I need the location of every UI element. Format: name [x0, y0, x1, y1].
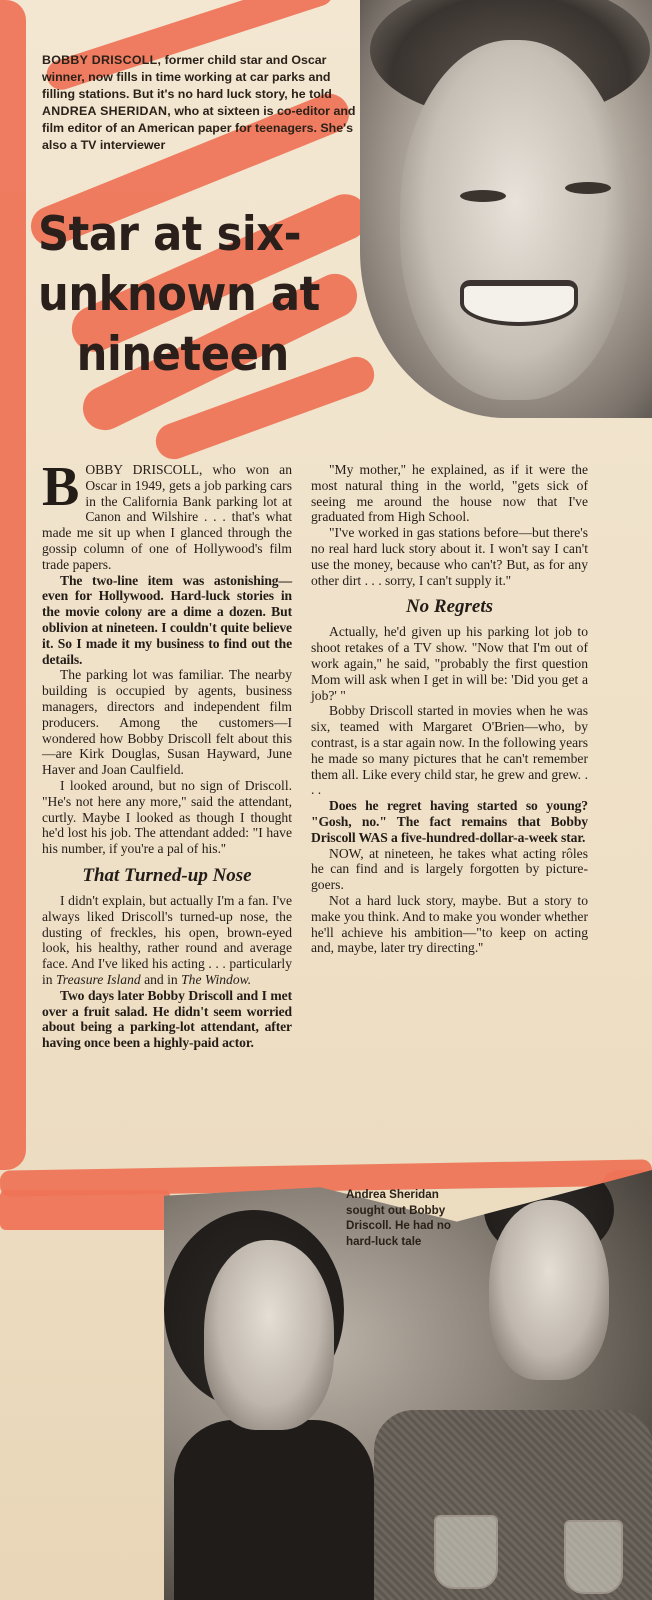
article-paragraph: Two days later Bobby Driscoll and I met over a fruit salad. He didn't seem worried about being a parking-lot attendant, after having once been a highly-paid actor.: [42, 987, 292, 1051]
article-paragraph: "I've worked in gas stations before—but there's no real hard luck story about it. I won't say I can't use the money, because who can't? But, as for any other dirt . . . sorry, I can't supply it.'': [311, 525, 588, 588]
film-title: The Window.: [181, 971, 252, 987]
photo-man-face: [489, 1200, 609, 1380]
decorative-stroke: [0, 0, 26, 1170]
intro-name-1: BOBBY DRISCOLL,: [42, 53, 162, 67]
intro-blurb: [42, 52, 362, 154]
article-paragraph: The two-line item was astonishing—even for Hollywood. Hard-luck stories in the movie colony are a dime a dozen. But oblivion at nineteen. I couldn't quite believe it. So I made it my business to find out the details.: [42, 572, 292, 667]
article-column-2: [311, 462, 588, 956]
photo-woman-face: [204, 1240, 334, 1430]
paragraph-text: OBBY DRISCOLL, who won an Oscar in 1949, gets a job parking cars in the California Bank parking lot at Canon and Wilshire . . . that's what made me sit up when I glanced through the gossip column of one of Hollywood's film trade papers.: [42, 462, 292, 572]
photo-eye: [565, 182, 611, 194]
photo-eye: [460, 190, 506, 202]
headline: [38, 205, 332, 385]
decorative-stroke: [0, 1190, 170, 1230]
paragraph-text: and in: [140, 971, 182, 987]
intro-name-2: ANDREA SHERIDAN,: [42, 104, 171, 118]
photo-woman-dress: [174, 1420, 374, 1600]
article-paragraph: "My mother,'' he explained, as if it were the most natural thing in the world, "gets sick of seeing me around the house now that I've graduated from High School.: [311, 462, 588, 525]
article-column-1: [42, 456, 292, 1051]
article-paragraph: [42, 893, 292, 988]
photo-caption: Andrea Sheridan sought out Bobby Driscoll. He had no hard-luck tale: [346, 1188, 452, 1248]
photo-mouth: [460, 280, 578, 326]
intro-text-1: former child star and Oscar winner, now fills in time working at car parks and filling stations. But it's no hard luck story, he told: [42, 53, 332, 101]
photo-face: [400, 40, 630, 400]
portrait-photo-top: [360, 0, 652, 418]
photo-glass: [434, 1515, 498, 1589]
paragraph-text: I didn't explain, but actually I'm a fan. I've always liked Driscoll's turned-up nose, the dusting of freckles, his open, brown-eyed look, his healthy, rather round and average face. And I've liked his acting . . . particularly in: [42, 892, 292, 987]
film-title: Treasure Island: [55, 971, 141, 987]
article-paragraph: [42, 456, 292, 573]
headline-line-3: nineteen: [76, 327, 289, 382]
intro-text-2: who at sixteen is co-editor and film editor of an American paper for teenagers. She's also a TV interviewer: [42, 104, 356, 152]
headline-line-1: Star at six-: [38, 207, 302, 262]
article-paragraph: Bobby Driscoll started in movies when he was six, teamed with Margaret O'Brien—who, by contrast, is a star again now. In the following years he made so many pictures that he can't remember them all. Like every child star, he grew and grew. . . .: [311, 703, 588, 798]
drop-cap: B: [42, 456, 80, 518]
article-paragraph: Not a hard luck story, maybe. But a story to make you think. And to make you wonder whether he'll achieve his ambition—"to keep on acting and, maybe, later try directing.'': [311, 892, 588, 956]
subheading-turned-up-nose: That Turned-up Nose: [82, 864, 252, 886]
article-paragraph: NOW, at nineteen, he takes what acting rôles he can find and is largely forgotten by picture-goers.: [311, 845, 588, 893]
article-paragraph: Does he regret having started so young? "Gosh, no." The fact remains that Bobby Driscoll WAS a five-hundred-dollar-a-week star.: [311, 798, 588, 845]
article-paragraph: I looked around, but no sign of Driscoll. "He's not here any more,'' said the attendant, curtly. Maybe I looked as though I thought he'd lost his job. The attendant added: "I have his number, if you're a pal of his.'': [42, 777, 292, 857]
article-paragraph: Actually, he'd given up his parking lot job to shoot retakes of a TV show. "Now that I'm out of work again,'' he said, "probably the first question Mom will ask when I get in will be: 'Did you get a job?' ": [311, 624, 588, 703]
article-paragraph: The parking lot was familiar. The nearby building is occupied by agents, business managers, directors and independent film producers. Among the customers—I wondered how Bobby Driscoll felt about this—are Kirk Douglas, Susan Hayward, June Haver and Joan Caulfield.: [42, 667, 292, 778]
headline-line-2: unknown at: [38, 267, 320, 322]
photo-glass: [564, 1520, 623, 1594]
subheading-no-regrets: No Regrets: [405, 596, 494, 618]
